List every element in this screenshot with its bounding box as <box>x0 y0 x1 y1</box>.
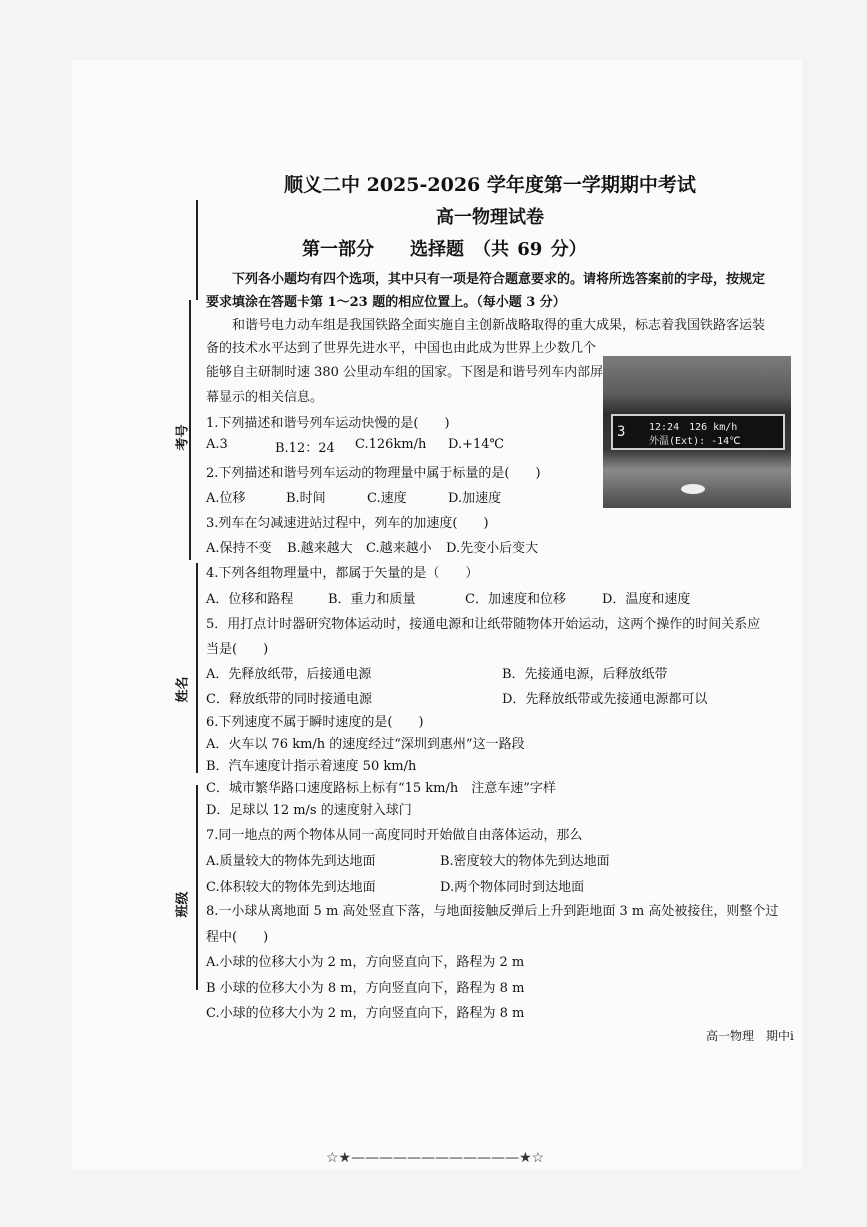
q7-option-b: B.密度较大的物体先到达地面 <box>440 854 610 869</box>
ceiling-lamp <box>681 484 705 494</box>
q6-option-d: D．足球以 12 m/s 的速度射入球门 <box>206 803 412 818</box>
footer-stars-divider: ☆★————————————★☆ <box>326 1150 545 1166</box>
q8-option-c: C.小球的位移大小为 2 m，方向竖直向下，路程为 8 m <box>206 1006 525 1021</box>
question-4-stem: 4.下列各组物理量中，都属于矢量的是（ ） <box>206 566 479 581</box>
q4-option-b: B．重力和质量 <box>328 592 416 607</box>
class-label: 班级 <box>175 891 191 918</box>
page-footer-label: 高一物理 期中i <box>706 1029 794 1043</box>
binding-line-1 <box>196 200 198 300</box>
q4-option-d: D．温度和速度 <box>602 592 691 607</box>
instructions-line-2: 要求填涂在答题卡第 1～23 题的相应位置上。（每小题 3 分） <box>206 295 566 310</box>
q7-option-d: D.两个物体同时到达地面 <box>440 880 585 895</box>
train-display-photo <box>603 356 791 508</box>
question-8-stem-cont: 程中( ) <box>206 930 269 945</box>
question-3-stem: 3.列车在匀减速进站过程中，列车的加速度( ) <box>206 516 489 531</box>
context-line-3: 能够自主研制时速 380 公里动车组的国家。下图是和谐号列车内部屏 <box>206 365 604 380</box>
q5-option-b: B．先接通电源，后释放纸带 <box>502 667 668 682</box>
q3-option-b: B.越来越大 <box>287 541 353 556</box>
q1-option-b: B.12：24 <box>275 441 335 456</box>
display-time-speed: 12:24 126 km/h <box>649 422 738 433</box>
display-temperature: 外温(Ext): -14℃ <box>649 436 741 447</box>
q3-option-c: C.越来越小 <box>366 541 432 556</box>
q8-option-b: B 小球的位移大小为 8 m，方向竖直向下，路程为 8 m <box>206 981 525 996</box>
q2-option-b: B.时间 <box>286 491 326 506</box>
context-line-1: 和谐号电力动车组是我国铁路全面实施自主创新战略取得的重大成果，标志着我国铁路客运装 <box>232 318 766 333</box>
display-screen <box>611 414 785 450</box>
q1-option-d: D.+14℃ <box>448 437 505 452</box>
q2-option-d: D.加速度 <box>448 491 502 506</box>
q1-option-a: A.3 <box>206 437 228 452</box>
q5-option-c: C．释放纸带的同时接通电源 <box>206 692 372 707</box>
display-car-number: 3 <box>617 424 626 440</box>
q5-option-d: D．先释放纸带或先接通电源都可以 <box>502 692 708 707</box>
question-5-stem: 5．用打点计时器研究物体运动时，接通电源和让纸带随物体开始运动，这两个操作的时间关系应 <box>206 617 761 632</box>
q7-option-a: A.质量较大的物体先到达地面 <box>206 854 376 869</box>
q2-option-a: A.位移 <box>206 491 246 506</box>
q5-option-a: A．先释放纸带，后接通电源 <box>206 667 372 682</box>
exam-title: 顺义二中 2025-2026 学年度第一学期期中考试 <box>284 174 696 196</box>
context-line-4: 幕显示的相关信息。 <box>206 390 324 405</box>
question-7-stem: 7.同一地点的两个物体从同一高度同时开始做自由落体运动，那么 <box>206 828 583 843</box>
exam-no-label: 考号 <box>175 424 191 451</box>
q6-option-b: B．汽车速度计指示着速度 50 km/h <box>206 759 417 774</box>
q4-option-a: A．位移和路程 <box>206 592 294 607</box>
q3-option-a: A.保持不变 <box>206 541 272 556</box>
q6-option-c: C．城市繁华路口速度路标上标有“15 km/h 注意车速”字样 <box>206 781 556 796</box>
question-1-stem: 1.下列描述和谐号列车运动快慢的是( ) <box>206 416 450 431</box>
instructions-line-1: 下列各小题均有四个选项，其中只有一项是符合题意要求的。请将所选答案前的字母，按规定 <box>232 272 766 287</box>
question-5-stem-cont: 当是( ) <box>206 642 269 657</box>
q8-option-a: A.小球的位移大小为 2 m，方向竖直向下，路程为 2 m <box>206 955 525 970</box>
q1-option-c: C.126km/h <box>355 437 427 452</box>
question-8-stem: 8.一小球从离地面 5 m 高处竖直下落，与地面接触反弹后上升到距地面 3 m 高处被接住，则整个过 <box>206 904 779 919</box>
binding-line-3 <box>196 563 198 773</box>
part-heading: 第一部分 选择题 （共 69 分） <box>302 239 587 260</box>
question-6-stem: 6.下列速度不属于瞬时速度的是( ) <box>206 715 424 730</box>
binding-line-4 <box>196 785 198 990</box>
name-label: 姓名 <box>175 676 191 703</box>
question-2-stem: 2.下列描述和谐号列车运动的物理量中属于标量的是( ) <box>206 466 541 481</box>
q4-option-c: C．加速度和位移 <box>465 592 566 607</box>
q3-option-d: D.先变小后变大 <box>446 541 539 556</box>
q7-option-c: C.体积较大的物体先到达地面 <box>206 880 376 895</box>
exam-subtitle: 高一物理试卷 <box>436 207 544 228</box>
context-line-2: 备的技术水平达到了世界先进水平，中国也由此成为世界上少数几个 <box>206 341 597 356</box>
q6-option-a: A．火车以 76 km/h 的速度经过“深圳到惠州”这一路段 <box>206 737 525 752</box>
q2-option-c: C.速度 <box>367 491 407 506</box>
